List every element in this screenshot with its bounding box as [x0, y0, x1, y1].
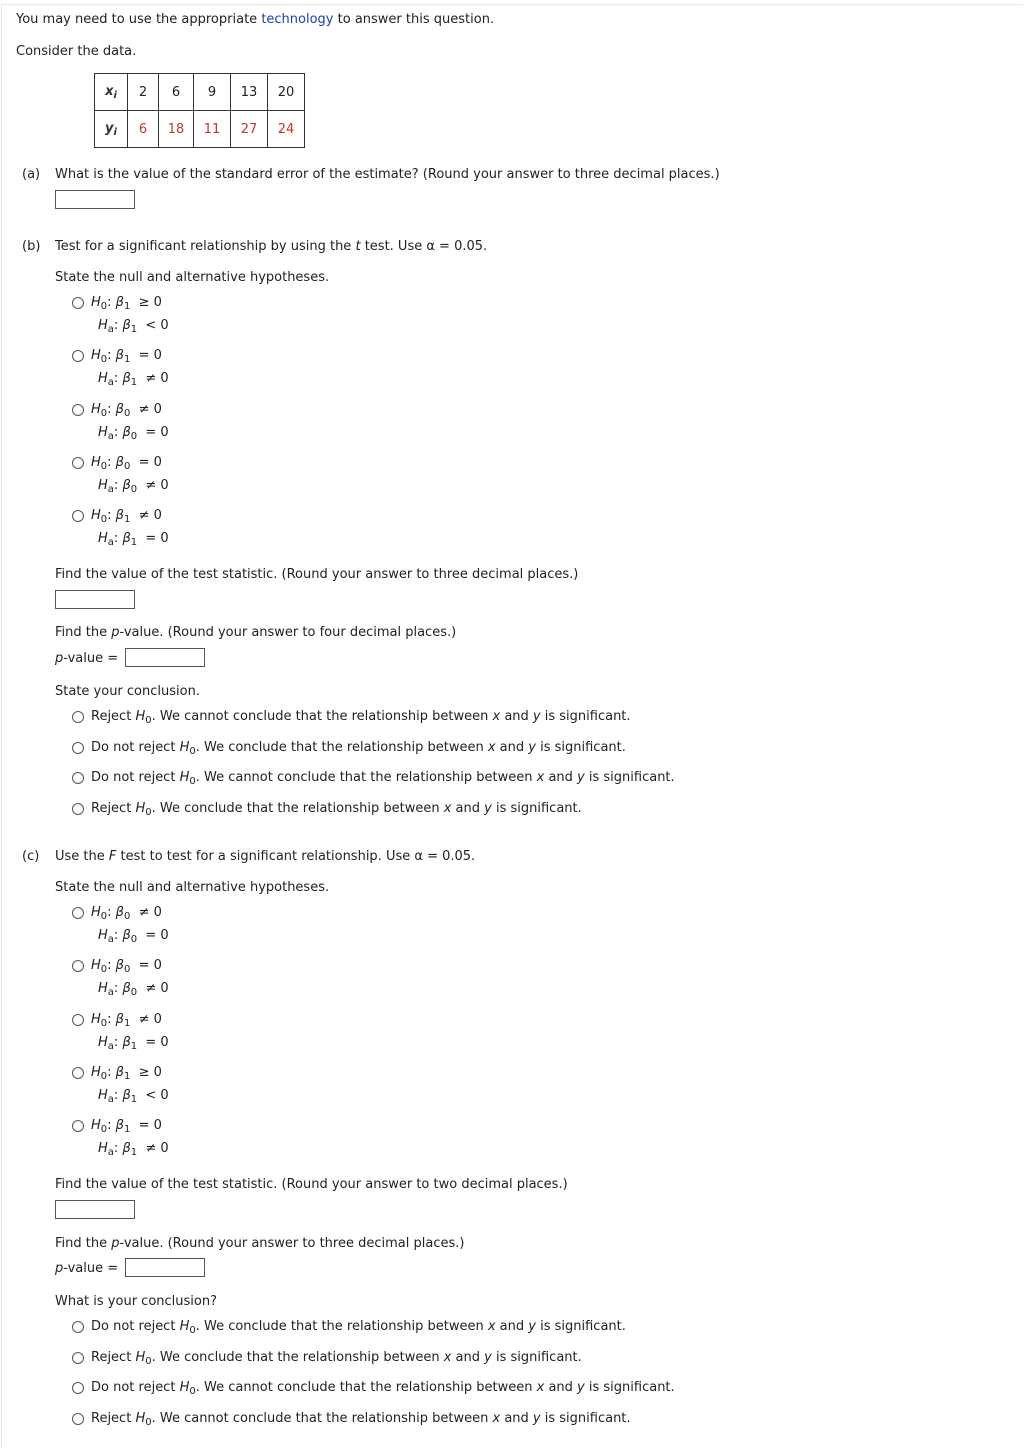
x-value: 9: [194, 74, 231, 111]
part-c-hypothesis-radio[interactable]: [72, 1067, 84, 1079]
part-b-h0-text: $H_0$: $\beta_0 \ne 0$: [91, 401, 162, 419]
part-c-h0-text: $H_0$: $\beta_0 \ne 0$: [91, 905, 162, 922]
part-c-question: Use the F test to test for a significant relationship. Use α = 0.05.: [55, 849, 476, 864]
part-b-conclusion-text: Reject $H_0$. We conclude that the relationship between x and y is significant.: [91, 800, 582, 818]
consider-text: Consider the data.: [16, 44, 137, 59]
part-c-conclusion-radio[interactable]: [72, 1382, 84, 1394]
part-b-h0-text: $H_0$: $\beta_1 = 0$: [91, 348, 162, 366]
part-b-conclusion-text: Reject $H_0$. We cannot conclude that the relationship between x and y is significant.: [91, 709, 631, 726]
part-c-ha-text: $H_a$: $\beta_1 = 0$: [98, 1034, 169, 1052]
part-c-ha-text: $H_a$: $\beta_0 \ne 0$: [98, 981, 169, 999]
part-b-label: (b): [22, 239, 41, 254]
data-table: [94, 73, 305, 148]
part-c-pvalue-label: p-value =: [55, 1261, 119, 1276]
y-value: 11: [194, 111, 231, 148]
intro-post: to answer this question.: [337, 12, 495, 27]
x-value: 6: [159, 74, 194, 111]
part-b-question: Test for a significant relationship by using the t test. Use α = 0.05.: [55, 239, 488, 254]
x-row: [95, 74, 305, 111]
part-b-state-hypotheses: State the null and alternative hypotheses.: [55, 270, 330, 285]
part-b-conclusion-question: State your conclusion.: [55, 684, 200, 699]
part-b-hypothesis-radio[interactable]: [72, 457, 84, 469]
part-c-conclusion-radio[interactable]: [72, 1413, 84, 1425]
part-b-pvalue-question: Find the p-value. (Round your answer to four decimal places.): [55, 625, 457, 640]
std-error-input[interactable]: [55, 190, 135, 209]
part-c-ha-text: $H_a$: $\beta_0 = 0$: [98, 928, 169, 945]
y-value: 24: [268, 111, 305, 148]
part-a-label: (a): [22, 167, 41, 182]
part-c-test-stat-question: Find the value of the test statistic. (Round your answer to two decimal places.): [55, 1177, 568, 1192]
part-c-pvalue-question: Find the p-value. (Round your answer to three decimal places.): [55, 1236, 465, 1251]
part-c-conclusion-question: What is your conclusion?: [55, 1294, 217, 1309]
x-value: 2: [128, 74, 159, 111]
part-b-ha-text: $H_a$: $\beta_0 \ne 0$: [98, 477, 169, 495]
t-pvalue-input[interactable]: [125, 648, 205, 667]
part-b-conclusion-radio[interactable]: [72, 772, 84, 784]
part-b-conclusion-text: Do not reject $H_0$. We cannot conclude that the relationship between x and y is significant.: [91, 770, 675, 787]
part-c-conclusion-text: Do not reject $H_0$. We cannot conclude that the relationship between x and y is significant.: [91, 1380, 675, 1397]
part-b-conclusion-radio[interactable]: [72, 803, 84, 815]
part-c-ha-text: $H_a$: $\beta_1 < 0$: [98, 1087, 169, 1105]
part-b-conclusion-radio[interactable]: [72, 711, 84, 723]
part-c-hypothesis-radio[interactable]: [72, 1014, 84, 1026]
part-b-h0-text: $H_0$: $\beta_0 = 0$: [91, 454, 162, 472]
question-frame: [1, 4, 1023, 1448]
part-b-h0-text: $H_0$: $\beta_1 \ne 0$: [91, 508, 162, 526]
intro-text: [16, 12, 494, 27]
intro-pre: You may need to use the appropriate: [16, 12, 258, 27]
y-value: 6: [128, 111, 159, 148]
part-c-h0-text: $H_0$: $\beta_1 \ge 0$: [91, 1064, 162, 1082]
technology-link[interactable]: technology: [261, 12, 334, 27]
part-c-conclusion-radio[interactable]: [72, 1321, 84, 1333]
part-c-h0-text: $H_0$: $\beta_0 = 0$: [91, 958, 162, 976]
part-b-conclusion-text: Do not reject $H_0$. We conclude that the relationship between x and y is significant.: [91, 739, 626, 757]
x-value: 20: [268, 74, 305, 111]
part-c-hypothesis-radio[interactable]: [72, 907, 84, 919]
y-value: 27: [231, 111, 268, 148]
part-c-conclusion-text: Do not reject $H_0$. We conclude that the relationship between x and y is significant.: [91, 1319, 626, 1336]
part-c-ha-text: $H_a$: $\beta_1 \ne 0$: [98, 1141, 169, 1159]
part-c-h0-text: $H_0$: $\beta_1 = 0$: [91, 1118, 162, 1136]
part-b-hypothesis-radio[interactable]: [72, 297, 84, 309]
f-pvalue-input[interactable]: [125, 1258, 205, 1277]
x-header: $x_i$: [95, 74, 128, 111]
y-value: 18: [159, 111, 194, 148]
f-stat-input[interactable]: [55, 1200, 135, 1219]
y-row: [95, 111, 305, 148]
part-c-conclusion-text: Reject $H_0$. We cannot conclude that the relationship between x and y is significant.: [91, 1410, 631, 1428]
part-b-h0-text: $H_0$: $\beta_1 \ge 0$: [91, 295, 162, 312]
part-c-label: (c): [22, 849, 40, 864]
part-c-h0-text: $H_0$: $\beta_1 \ne 0$: [91, 1011, 162, 1029]
part-c-conclusion-radio[interactable]: [72, 1352, 84, 1364]
part-b-ha-text: $H_a$: $\beta_1 = 0$: [98, 531, 169, 549]
y-header: $y_i$: [95, 111, 128, 148]
x-value: 13: [231, 74, 268, 111]
part-b-ha-text: $H_a$: $\beta_1 < 0$: [98, 318, 169, 335]
t-stat-input[interactable]: [55, 590, 135, 609]
part-b-test-stat-question: Find the value of the test statistic. (Round your answer to three decimal places.): [55, 567, 579, 582]
part-b-conclusion-radio[interactable]: [72, 742, 84, 754]
part-b-ha-text: $H_a$: $\beta_1 \ne 0$: [98, 371, 169, 389]
part-c-state-hypotheses: State the null and alternative hypotheses.: [55, 880, 330, 895]
part-b-hypothesis-radio[interactable]: [72, 404, 84, 416]
part-b-pvalue-label: p-value =: [55, 651, 119, 666]
part-b-ha-text: $H_a$: $\beta_0 = 0$: [98, 424, 169, 442]
part-a-question: What is the value of the standard error of the estimate? (Round your answer to three decimal places.): [55, 167, 720, 182]
part-c-conclusion-text: Reject $H_0$. We conclude that the relationship between x and y is significant.: [91, 1349, 582, 1367]
